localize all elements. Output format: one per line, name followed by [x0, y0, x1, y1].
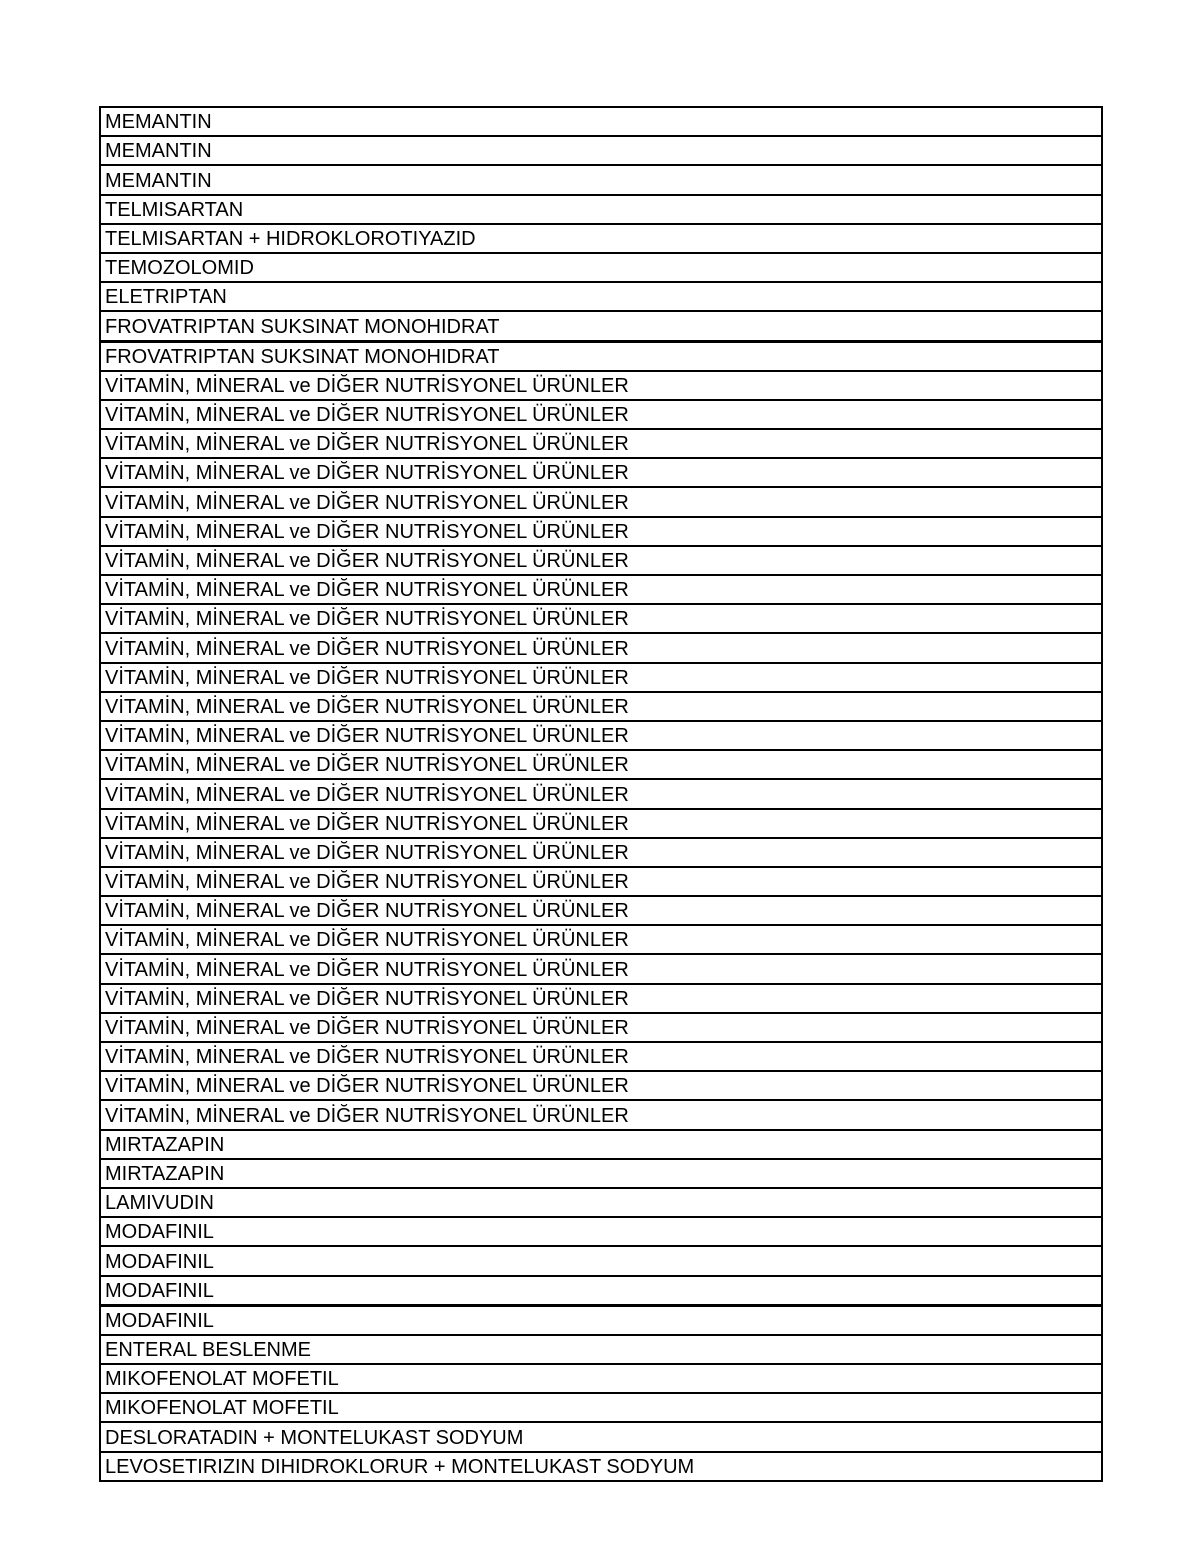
drug-name-cell: MIKOFENOLAT MOFETIL	[100, 1364, 1102, 1393]
table-row	[100, 604, 1102, 633]
drug-name-cell: VİTAMİN, MİNERAL ve DİĞER NUTRİSYONEL ÜRÜNLER	[100, 779, 1102, 808]
drug-name-cell: VİTAMİN, MİNERAL ve DİĞER NUTRİSYONEL ÜRÜNLER	[100, 546, 1102, 575]
drug-name-cell: VİTAMİN, MİNERAL ve DİĞER NUTRİSYONEL ÜRÜNLER	[100, 400, 1102, 429]
drug-name-cell: LEVOSETIRIZIN DIHIDROKLORUR + MONTELUKAST SODYUM	[100, 1452, 1102, 1481]
drug-name-cell: VİTAMİN, MİNERAL ve DİĞER NUTRİSYONEL ÜRÜNLER	[100, 487, 1102, 516]
drug-name-cell: MODAFINIL	[100, 1276, 1102, 1306]
drug-name-cell: VİTAMİN, MİNERAL ve DİĞER NUTRİSYONEL ÜRÜNLER	[100, 925, 1102, 954]
drug-name-cell: VİTAMİN, MİNERAL ve DİĞER NUTRİSYONEL ÜRÜNLER	[100, 371, 1102, 400]
drug-name-cell: MIKOFENOLAT MOFETIL	[100, 1393, 1102, 1422]
table-row	[100, 429, 1102, 458]
table-row	[100, 1217, 1102, 1246]
drug-name-cell: MODAFINIL	[100, 1217, 1102, 1246]
drug-name-cell: MEMANTIN	[100, 136, 1102, 165]
drug-list-body	[100, 107, 1102, 1481]
drug-name-cell: VİTAMİN, MİNERAL ve DİĞER NUTRİSYONEL ÜRÜNLER	[100, 663, 1102, 692]
table-row	[100, 1013, 1102, 1042]
drug-name-cell: VİTAMİN, MİNERAL ve DİĞER NUTRİSYONEL ÜRÜNLER	[100, 1071, 1102, 1100]
drug-name-cell: VİTAMİN, MİNERAL ve DİĞER NUTRİSYONEL ÜRÜNLER	[100, 838, 1102, 867]
table-row	[100, 1042, 1102, 1071]
table-row	[100, 984, 1102, 1013]
drug-name-cell: ENTERAL BESLENME	[100, 1335, 1102, 1364]
drug-name-cell: MEMANTIN	[100, 107, 1102, 136]
drug-name-cell: MIRTAZAPIN	[100, 1130, 1102, 1159]
drug-name-cell: VİTAMİN, MİNERAL ve DİĞER NUTRİSYONEL ÜRÜNLER	[100, 984, 1102, 1013]
drug-name-cell: FROVATRIPTAN SUKSINAT MONOHIDRAT	[100, 311, 1102, 341]
table-row	[100, 867, 1102, 896]
table-row	[100, 341, 1102, 371]
table-row	[100, 663, 1102, 692]
table-row	[100, 546, 1102, 575]
table-row	[100, 838, 1102, 867]
table-row	[100, 954, 1102, 983]
drug-name-cell: VİTAMİN, MİNERAL ve DİĞER NUTRİSYONEL ÜRÜNLER	[100, 604, 1102, 633]
drug-name-cell: DESLORATADIN + MONTELUKAST SODYUM	[100, 1422, 1102, 1451]
drug-name-cell: MODAFINIL	[100, 1305, 1102, 1335]
drug-name-cell: MEMANTIN	[100, 165, 1102, 194]
drug-name-cell: VİTAMİN, MİNERAL ve DİĞER NUTRİSYONEL ÜRÜNLER	[100, 1100, 1102, 1129]
table-row	[100, 1188, 1102, 1217]
table-row	[100, 1246, 1102, 1275]
table-row	[100, 224, 1102, 253]
table-row	[100, 371, 1102, 400]
table-row	[100, 487, 1102, 516]
drug-name-cell: TELMISARTAN	[100, 195, 1102, 224]
table-row	[100, 107, 1102, 136]
drug-name-cell: VİTAMİN, MİNERAL ve DİĞER NUTRİSYONEL ÜRÜNLER	[100, 575, 1102, 604]
table-row	[100, 400, 1102, 429]
drug-name-cell: MIRTAZAPIN	[100, 1159, 1102, 1188]
table-row	[100, 195, 1102, 224]
drug-name-cell: VİTAMİN, MİNERAL ve DİĞER NUTRİSYONEL ÜRÜNLER	[100, 867, 1102, 896]
drug-name-cell: VİTAMİN, MİNERAL ve DİĞER NUTRİSYONEL ÜRÜNLER	[100, 750, 1102, 779]
table-row	[100, 1364, 1102, 1393]
table-row	[100, 750, 1102, 779]
drug-name-cell: VİTAMİN, MİNERAL ve DİĞER NUTRİSYONEL ÜRÜNLER	[100, 896, 1102, 925]
table-row	[100, 1305, 1102, 1335]
table-row	[100, 896, 1102, 925]
table-row	[100, 1100, 1102, 1129]
table-row	[100, 1393, 1102, 1422]
drug-name-cell: VİTAMİN, MİNERAL ve DİĞER NUTRİSYONEL ÜRÜNLER	[100, 458, 1102, 487]
table-row	[100, 1130, 1102, 1159]
drug-name-cell: VİTAMİN, MİNERAL ve DİĞER NUTRİSYONEL ÜRÜNLER	[100, 721, 1102, 750]
table-row	[100, 633, 1102, 662]
drug-name-cell: VİTAMİN, MİNERAL ve DİĞER NUTRİSYONEL ÜRÜNLER	[100, 1013, 1102, 1042]
drug-name-cell: VİTAMİN, MİNERAL ve DİĞER NUTRİSYONEL ÜRÜNLER	[100, 517, 1102, 546]
table-row	[100, 692, 1102, 721]
table-row	[100, 1159, 1102, 1188]
drug-name-cell: VİTAMİN, MİNERAL ve DİĞER NUTRİSYONEL ÜRÜNLER	[100, 692, 1102, 721]
drug-name-cell: VİTAMİN, MİNERAL ve DİĞER NUTRİSYONEL ÜRÜNLER	[100, 809, 1102, 838]
drug-name-cell: MODAFINIL	[100, 1246, 1102, 1275]
drug-name-cell: VİTAMİN, MİNERAL ve DİĞER NUTRİSYONEL ÜRÜNLER	[100, 954, 1102, 983]
drug-name-cell: LAMIVUDIN	[100, 1188, 1102, 1217]
table-row	[100, 1071, 1102, 1100]
table-row	[100, 517, 1102, 546]
table-row	[100, 136, 1102, 165]
table-row	[100, 779, 1102, 808]
table-row	[100, 458, 1102, 487]
table-row	[100, 1452, 1102, 1481]
drug-name-cell: FROVATRIPTAN SUKSINAT MONOHIDRAT	[100, 341, 1102, 371]
drug-name-cell: TELMISARTAN + HIDROKLOROTIYAZID	[100, 224, 1102, 253]
table-row	[100, 1276, 1102, 1306]
table-row	[100, 165, 1102, 194]
table-row	[100, 1422, 1102, 1451]
table-row	[100, 575, 1102, 604]
table-row	[100, 1335, 1102, 1364]
drug-name-cell: VİTAMİN, MİNERAL ve DİĞER NUTRİSYONEL ÜRÜNLER	[100, 1042, 1102, 1071]
table-row	[100, 925, 1102, 954]
drug-name-cell: ELETRIPTAN	[100, 282, 1102, 311]
drug-name-cell: VİTAMİN, MİNERAL ve DİĞER NUTRİSYONEL ÜRÜNLER	[100, 633, 1102, 662]
table-row	[100, 809, 1102, 838]
table-row	[100, 282, 1102, 311]
table-row	[100, 721, 1102, 750]
drug-list-table	[99, 106, 1103, 1482]
table-row	[100, 311, 1102, 341]
drug-name-cell: VİTAMİN, MİNERAL ve DİĞER NUTRİSYONEL ÜRÜNLER	[100, 429, 1102, 458]
table-row	[100, 253, 1102, 282]
drug-name-cell: TEMOZOLOMID	[100, 253, 1102, 282]
